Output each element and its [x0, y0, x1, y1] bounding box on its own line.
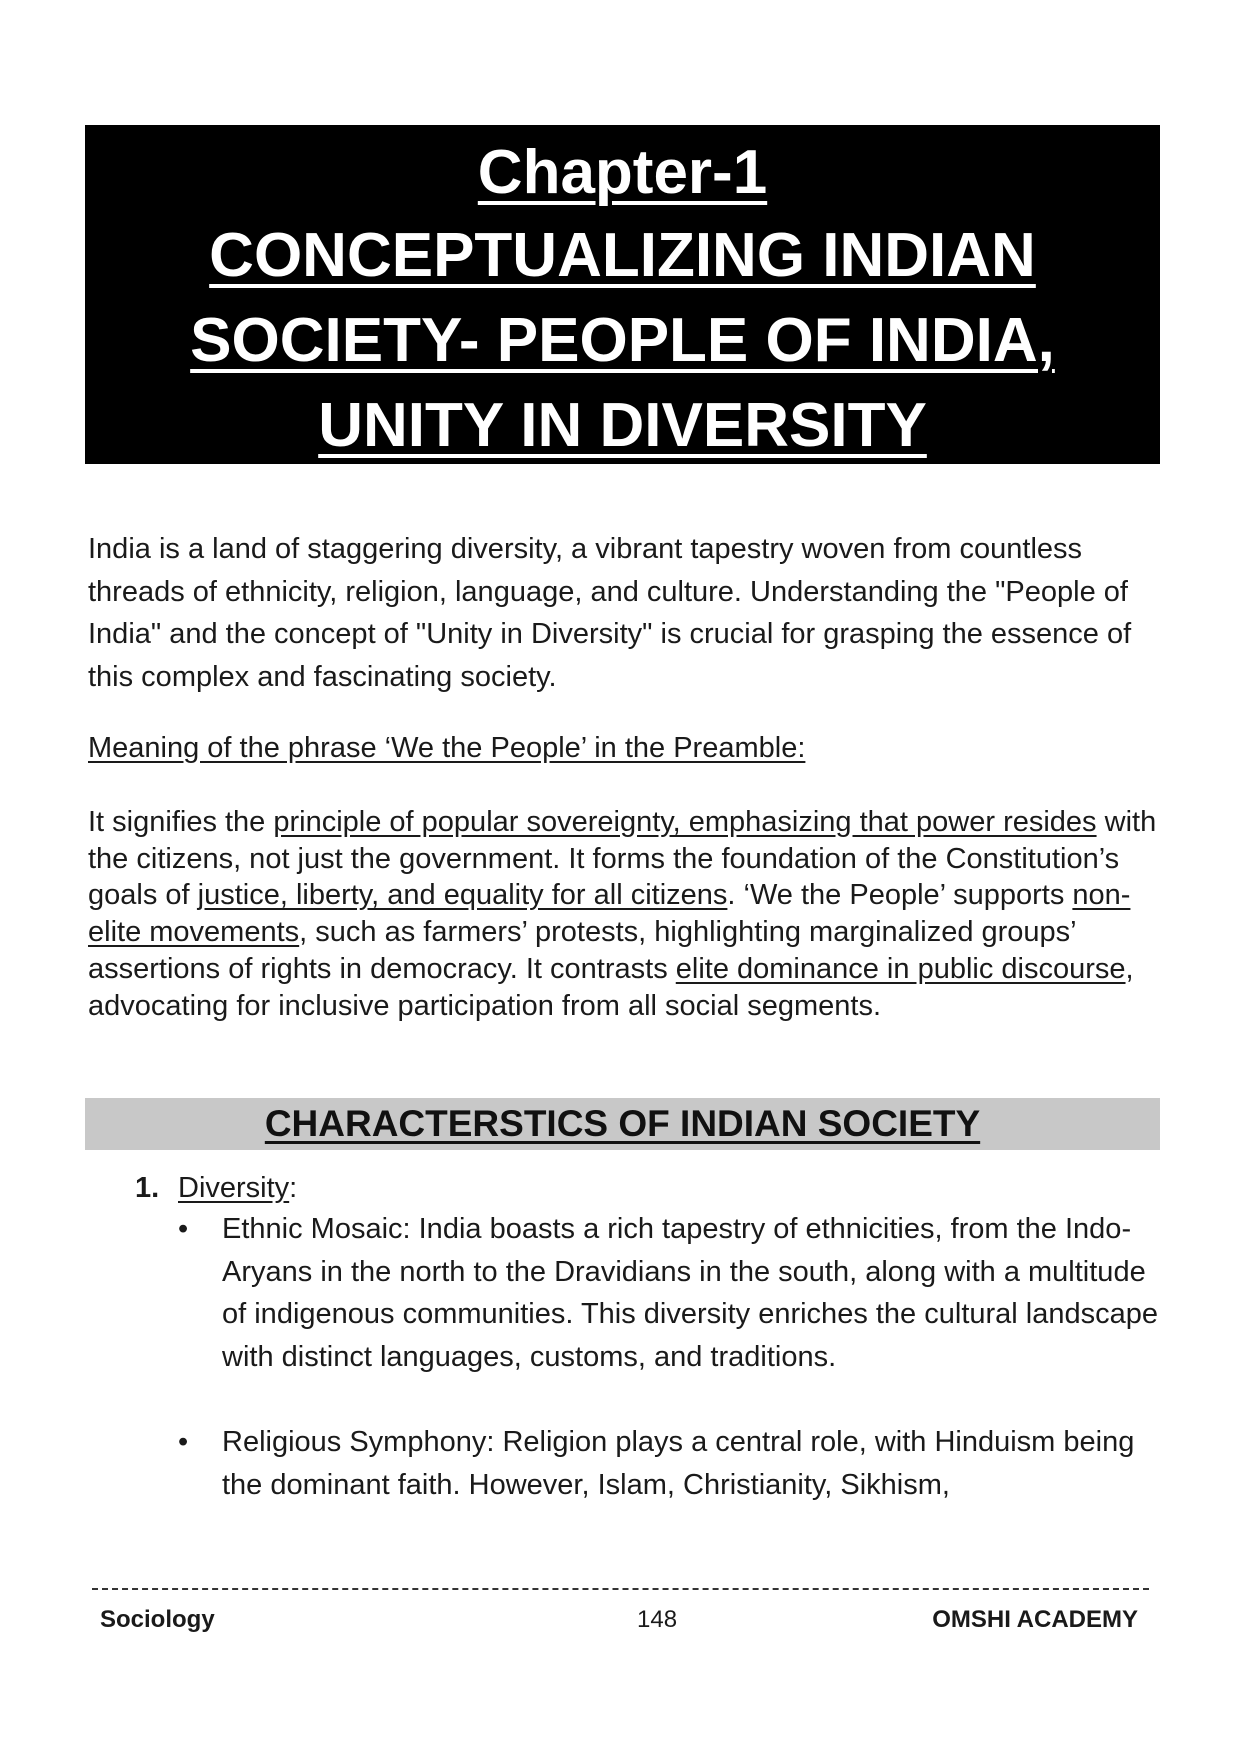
preamble-heading: Meaning of the phrase ‘We the People’ in the Preamble:: [88, 732, 806, 764]
underlined-phrase: non-elite movements: [88, 879, 1131, 949]
bullet-icon: •: [178, 1426, 189, 1458]
footer-subject: Sociology: [100, 1606, 215, 1633]
list-item-number: 1.: [135, 1172, 160, 1204]
bullet-item: Ethnic Mosaic: India boasts a rich tapestry of ethnicities, from the Indo-Aryans in the north to the Dravidians in the south, along with a multitude of indigenous communities. This diversity enriches the cultural landscape with distinct languages, customs, and traditions.: [222, 1213, 1159, 1373]
underlined-phrase: principle of popular sovereignty, emphasizing that power resides: [273, 806, 1097, 838]
intro-paragraph: India is a land of staggering diversity, a vibrant tapestry woven from countless threads of ethnicity, religion, language, and culture. Understanding the "People of India" and the concept of "Unity in Diversity" is crucial for grasping the essence of this complex and fascinating society.: [88, 533, 1132, 693]
chapter-title-line-3: UNITY IN DIVERSITY: [318, 391, 927, 460]
list-item-title: Diversity:: [178, 1172, 298, 1204]
page-number: 148: [637, 1606, 678, 1633]
chapter-title-line-2: SOCIETY- PEOPLE OF INDIA,: [190, 306, 1055, 375]
footer-divider: [92, 1588, 1149, 1590]
bullet-item: Religious Symphony: Religion plays a central role, with Hinduism being the dominant faith. However, Islam, Christianity, Sikhism,: [222, 1426, 1135, 1501]
bullet-icon: •: [178, 1213, 189, 1245]
section-heading: CHARACTERSTICS OF INDIAN SOCIETY: [264, 1103, 981, 1144]
footer-publisher: OMSHI ACADEMY: [932, 1606, 1138, 1633]
chapter-number: Chapter-1: [477, 138, 768, 207]
underlined-phrase: justice, liberty, and equality for all citizens: [197, 879, 728, 912]
chapter-title-line-1: CONCEPTUALIZING INDIAN: [209, 221, 1036, 290]
preamble-paragraph: It signifies the principle of popular sovereignty, emphasizing that power resides with the citizens, not just the government. It forms the foundation of the Constitution’s goals of justice, liberty, and equality for all citizens. ‘We the People’ supports non-elite movements, such as farmers’ protests, highlighting marginalized groups’ assertions of rights in democracy. It contrasts elite dominance in public discourse, advocating for inclusive participation from all social segments.: [88, 806, 1157, 1022]
underlined-phrase: elite dominance in public discourse: [675, 952, 1126, 985]
chapter-header: [85, 125, 1160, 464]
section-heading-band: [85, 1098, 1160, 1150]
